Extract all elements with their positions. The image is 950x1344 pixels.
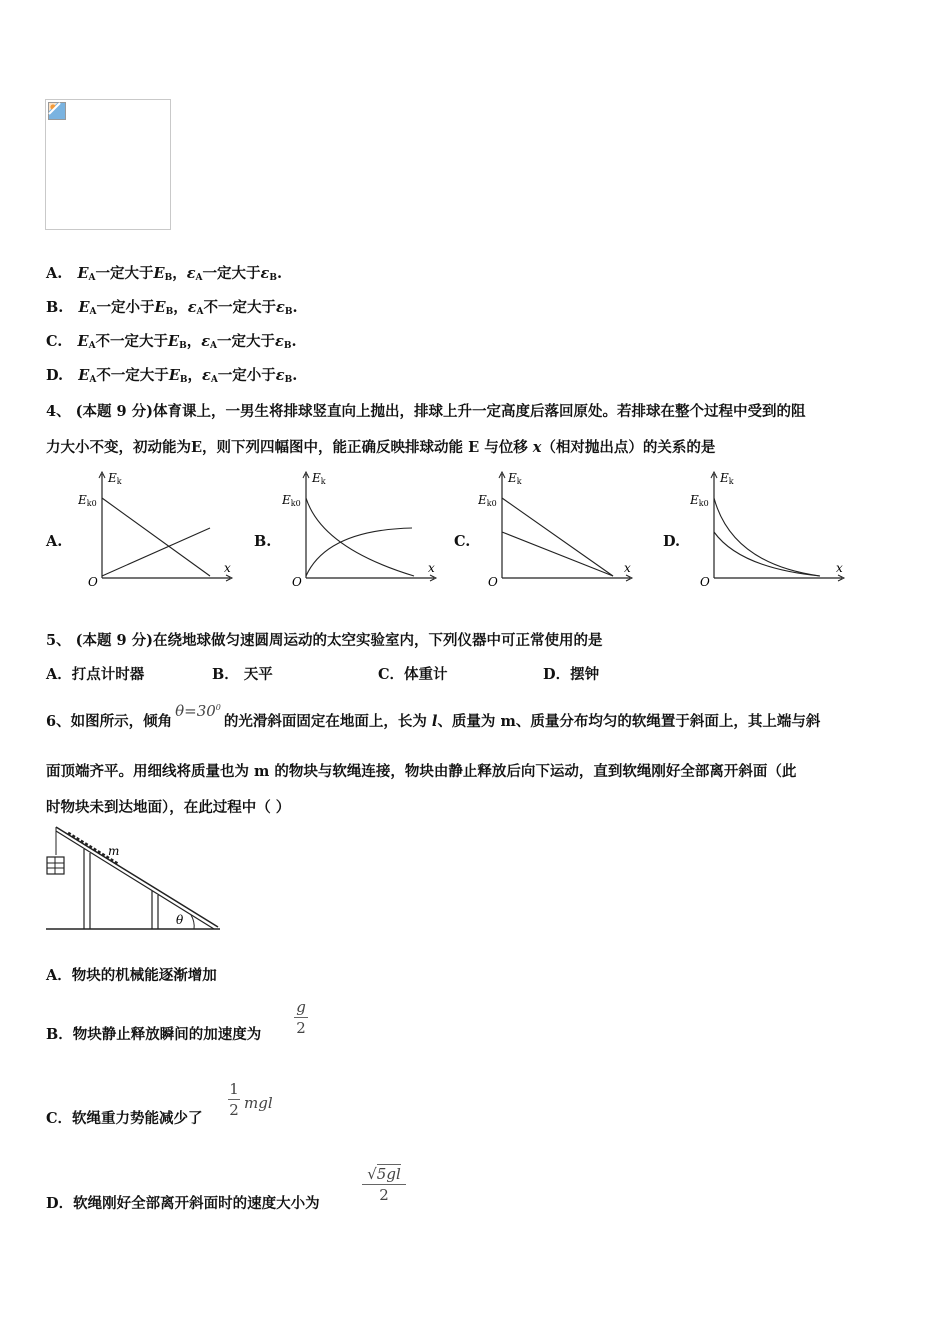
ek0-label: Ek0 xyxy=(478,493,497,508)
y-axis-label: Ek xyxy=(108,471,122,486)
ek0-label: Ek0 xyxy=(78,493,97,508)
y-axis-label: Ek xyxy=(720,471,734,486)
q4-graph-d xyxy=(690,468,850,593)
graph-curve xyxy=(502,532,613,576)
origin-label: O xyxy=(292,575,302,589)
y-axis-label: Ek xyxy=(508,471,522,486)
q4-graph-label: C. xyxy=(454,533,471,550)
graph-curve xyxy=(502,498,613,576)
x-axis-label: x xyxy=(428,561,435,575)
q6-option-a: A．物块的机械能逐渐增加 xyxy=(46,967,217,984)
q4-graph-label: D. xyxy=(663,533,681,550)
graph-curve xyxy=(306,498,414,576)
q6-option-d: D．软绳刚好全部离开斜面时的速度大小为 xyxy=(46,1195,320,1212)
fraction-g-over-2: g 2 xyxy=(294,998,308,1037)
q6-stem-line2: 面顶端齐平。用细线将质量也为 m 的物块与软绳连接，物块由静止释放后向下运动，直到软绳刚好全部离开斜面（此 xyxy=(46,763,797,780)
x-axis-label: x xyxy=(224,561,231,575)
origin-label: O xyxy=(488,575,498,589)
q4-graph-label: A. xyxy=(46,533,63,550)
q3-option: B. $E_A$一定小于$E_B$，$\varepsilon_A$不一定大于$\varepsilon_B$. xyxy=(46,299,298,317)
graph-curve xyxy=(714,498,820,576)
q6-stem-line1: 6、如图所示，倾角$\theta=30^0$的光滑斜面固定在地面上，长为 l、质量为 m、质量分布均匀的软绳置于斜面上，其上端与斜 xyxy=(46,702,821,730)
q4-graph-b xyxy=(282,468,442,593)
q3-option: D. $E_A$不一定大于$E_B$，$\varepsilon_A$一定小于$\varepsilon_B$. xyxy=(46,367,298,385)
ek0-label: Ek0 xyxy=(282,493,301,508)
q5-stem: 5、 (本题 9 分)在绕地球做匀速圆周运动的太空实验室内，下列仪器中可正常使用的是 xyxy=(46,632,603,649)
incline-figure xyxy=(44,825,224,933)
graph-curve xyxy=(102,498,210,576)
q4-graph-a xyxy=(78,468,238,593)
svg-text:m: m xyxy=(108,844,120,858)
q6-option-c: C．软绳重力势能减少了 xyxy=(46,1110,203,1127)
svg-text:θ: θ xyxy=(176,913,184,927)
q4-stem-line2: 力大小不变，初动能为E，则下列四幅图中，能正确反映排球动能 E 与位移 x（相对抛出点）的关系的是 xyxy=(46,439,716,456)
graph-curve xyxy=(306,528,412,576)
broken-image-icon xyxy=(48,102,66,120)
q4-stem-line1: 4、 (本题 9 分)体育课上，一男生将排球竖直向上抛出，排球上升一定高度后落回原处。若排球在整个过程中受到的阻 xyxy=(46,403,806,420)
origin-label: O xyxy=(700,575,710,589)
q5-option-c: C．体重计 xyxy=(378,666,448,683)
q4-graph-c xyxy=(478,468,638,593)
q6-option-b: B．物块静止释放瞬间的加速度为 xyxy=(46,1026,262,1043)
q6-stem-line3: 时物块未到达地面），在此过程中（ ） xyxy=(46,799,291,816)
ek0-label: Ek0 xyxy=(690,493,709,508)
fraction-sqrt5gl-over-2: √5gl 2 xyxy=(362,1165,406,1204)
graph-curve xyxy=(102,528,210,576)
x-axis-label: x xyxy=(624,561,631,575)
x-axis-label: x xyxy=(836,561,843,575)
fraction-half: 1 2 xyxy=(229,1080,239,1119)
q5-option-d: D．摆钟 xyxy=(543,666,600,683)
y-axis-label: Ek xyxy=(312,471,326,486)
q4-graph-label: B. xyxy=(254,533,272,550)
theta-formula: $\theta=30^0$ xyxy=(175,702,221,720)
q5-option-b: B． 天平 xyxy=(212,666,273,683)
graph-curve xyxy=(714,532,820,576)
origin-label: O xyxy=(88,575,98,589)
q5-option-a: A．打点计时器 xyxy=(46,666,145,683)
q3-option: A. $E_A$一定大于$E_B$，$\varepsilon_A$一定大于$\varepsilon_B$. xyxy=(46,265,282,283)
q3-option: C. $E_A$不一定大于$E_B$，$\varepsilon_A$一定大于$\varepsilon_B$. xyxy=(46,333,297,351)
mgl-term: mgl xyxy=(244,1094,273,1112)
image-placeholder xyxy=(45,99,171,230)
